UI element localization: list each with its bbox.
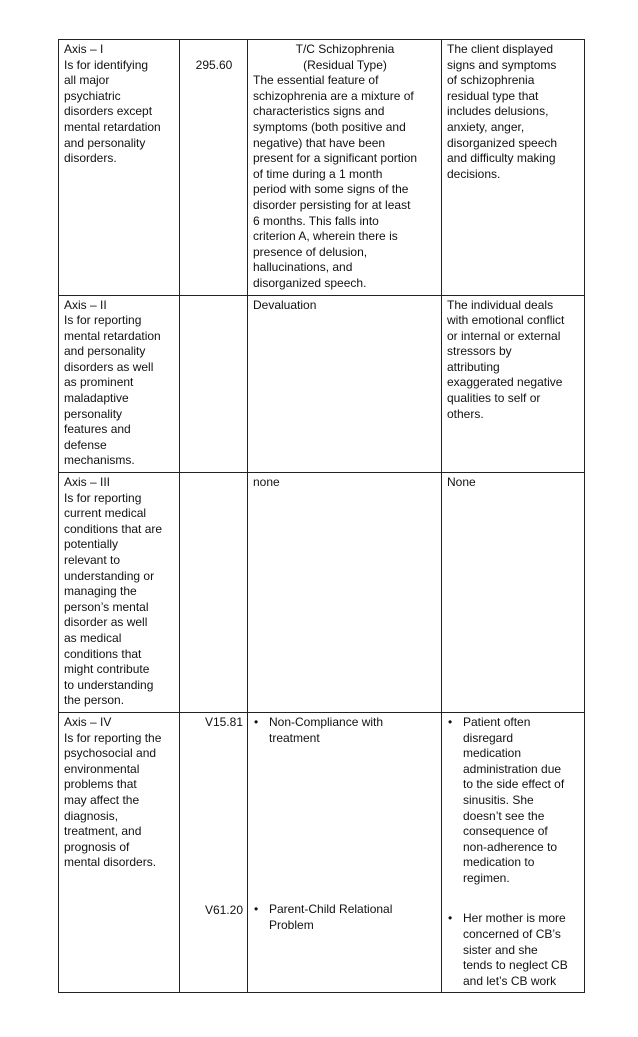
axis-1-line: Is for identifying (64, 57, 149, 72)
axis-2-line: features and (64, 422, 131, 437)
axis-2-line: disorders as well (64, 359, 154, 374)
axis-1-code: 295.60 (195, 58, 233, 72)
axis-2-line: defense (64, 437, 107, 452)
client-line: exaggerated negative (447, 375, 563, 390)
table-row-axis-1 (59, 40, 585, 296)
client-line: residual type that (447, 88, 539, 103)
axis-3-line: managing the (64, 584, 137, 599)
axis-1-line: psychiatric (64, 88, 121, 103)
diagnosis-title: T/C Schizophrenia (295, 42, 395, 56)
axis-2-diagnosis-cell (248, 295, 442, 473)
diagnosis-line: characteristics signs and (253, 104, 385, 119)
axis-3-line: potentially (64, 537, 119, 552)
axis-3-line: understanding or (64, 568, 155, 583)
client-line: medication (463, 746, 522, 761)
client-line: Patient often (463, 714, 531, 729)
axis-4-line: problems that (64, 777, 137, 792)
diagnosis-line: Problem (269, 917, 314, 932)
client-line: anxiety, anger, (447, 119, 525, 134)
client-line: and let’s CB work (463, 973, 557, 988)
axis-4-line: Axis – IV (64, 714, 112, 729)
client-line: consequence of (463, 824, 548, 839)
axis-1-client-cell (442, 40, 585, 296)
axis-2-client-cell (442, 295, 585, 473)
client-line: attributing (447, 359, 500, 374)
client-line: of schizophrenia (447, 73, 535, 88)
axis-3-line: current medical (64, 506, 147, 521)
diagnosis-line: negative) that have been (253, 135, 386, 150)
bullet-icon: • (448, 714, 453, 729)
axis-3-diagnosis-cell (248, 473, 442, 713)
bullet-item (447, 715, 580, 887)
diagnosis-subtitle: (Residual Type) (303, 57, 387, 72)
client-line: non-adherence to (463, 839, 558, 854)
client-line: others. (447, 406, 484, 421)
multiaxial-diagnosis-table (58, 39, 585, 993)
axis-1-line: and personality (64, 135, 146, 150)
diagnosis-line: none (253, 475, 280, 490)
axis-3-code-cell (180, 473, 248, 713)
axis-1-line: Axis – I (64, 42, 104, 56)
diagnosis-line: present for a significant portion (253, 151, 418, 166)
axis-2-code-cell (180, 295, 248, 473)
axis-4-line: may affect the (64, 792, 140, 807)
axis-1-line: all major (64, 73, 110, 88)
axis-1-code-cell (180, 40, 248, 296)
axis-2-line: Axis – II (64, 297, 107, 312)
diagnosis-line: criterion A, wherein there is (253, 229, 398, 244)
axis-4-line: diagnosis, (64, 808, 119, 823)
client-line: includes delusions, (447, 104, 549, 119)
client-line: stressors by (447, 344, 512, 359)
axis-4-code: V15.81 (204, 714, 243, 729)
axis-4-description-cell (59, 712, 180, 993)
axis-2-line: Is for reporting (64, 313, 142, 328)
axis-1-diagnosis-cell (248, 40, 442, 296)
axis-4-line: mental disorders. (64, 855, 157, 870)
axis-3-line: conditions that are (64, 521, 163, 536)
diagnosis-line: Parent-Child Relational (269, 902, 393, 917)
bullet-icon: • (254, 902, 259, 917)
axis-1-line: disorders. (64, 151, 117, 166)
bullet-icon: • (448, 911, 453, 926)
diagnosis-line: period with some signs of the (253, 182, 409, 197)
bullet-icon: • (254, 714, 259, 729)
client-line: disorganized speech (447, 135, 558, 150)
axis-2-line: maladaptive (64, 391, 129, 406)
diagnosis-line: 6 months. This falls into (253, 213, 379, 228)
bullet-item (253, 902, 437, 933)
axis-3-line: disorder as well (64, 615, 148, 630)
axis-4-code: V61.20 (204, 902, 243, 917)
client-line: with emotional conflict (447, 313, 565, 328)
client-line: None (447, 475, 476, 490)
client-line: tends to neglect CB (463, 958, 568, 973)
diagnosis-line: treatment (269, 730, 320, 745)
client-line: qualities to self or (447, 391, 541, 406)
table-row-axis-2 (59, 295, 585, 473)
diagnosis-line: The essential feature of (253, 73, 379, 88)
table-row-axis-4 (59, 712, 585, 993)
axis-4-line: psychosocial and (64, 746, 157, 761)
axis-2-line: mechanisms. (64, 453, 135, 468)
axis-4-client-cell (442, 712, 585, 993)
client-line: decisions. (447, 166, 501, 181)
axis-3-line: person’s mental (64, 599, 149, 614)
axis-4-diagnosis-cell (248, 712, 442, 993)
bullet-item (447, 911, 580, 989)
axis-3-line: Is for reporting (64, 490, 142, 505)
diagnosis-line: of time during a 1 month (253, 166, 383, 181)
axis-3-description-cell (59, 473, 180, 713)
client-line: concerned of CB’s (463, 927, 561, 942)
axis-3-line: to understanding (64, 677, 154, 692)
client-line: Her mother is more (463, 911, 566, 926)
client-line: signs and symptoms (447, 57, 557, 72)
diagnosis-line: presence of delusion, (253, 244, 368, 259)
diagnosis-line: hallucinations, and (253, 260, 353, 275)
bullet-item (253, 715, 437, 746)
client-line: doesn’t see the (463, 808, 545, 823)
diagnosis-line: schizophrenia are a mixture of (253, 88, 414, 103)
axis-3-line: Axis – III (64, 475, 111, 490)
client-line: medication to (463, 855, 535, 870)
client-line: administration due (463, 761, 562, 776)
axis-2-line: and personality (64, 344, 146, 359)
axis-4-line: Is for reporting the (64, 730, 162, 745)
diagnosis-line: Devaluation (253, 297, 317, 312)
axis-2-line: as prominent (64, 375, 134, 390)
client-line: and difficulty making (447, 151, 556, 166)
client-line: The client displayed (447, 42, 554, 56)
table-row-axis-3 (59, 473, 585, 713)
axis-3-line: as medical (64, 630, 122, 645)
axis-4-line: environmental (64, 761, 140, 776)
axis-3-line: relevant to (64, 553, 121, 567)
axis-2-description-cell (59, 295, 180, 473)
client-line: disregard (463, 730, 514, 745)
diagnosis-line: disorder persisting for at least (253, 197, 411, 212)
axis-1-description-cell (59, 40, 180, 296)
axis-4-line: prognosis of (64, 839, 130, 854)
axis-4-line: treatment, and (64, 824, 142, 839)
axis-4-code-cell (180, 712, 248, 993)
diagnosis-line: Non-Compliance with (269, 714, 384, 729)
axis-3-line: might contribute (64, 662, 150, 677)
diagnosis-line: disorganized speech. (253, 275, 367, 290)
axis-1-line: disorders except (64, 104, 153, 119)
axis-2-line: personality (64, 406, 123, 421)
client-line: or internal or external (447, 328, 561, 343)
axis-3-line: the person. (64, 693, 125, 708)
client-line: sister and she (463, 942, 538, 957)
client-line: The individual deals (447, 297, 554, 312)
client-line: sinusitis. She (463, 792, 534, 807)
diagnosis-line: symptoms (both positive and (253, 119, 406, 134)
axis-1-line: mental retardation (64, 119, 161, 134)
axis-3-client-cell (442, 473, 585, 713)
axis-2-line: mental retardation (64, 328, 161, 343)
client-line: regimen. (463, 870, 510, 885)
axis-3-line: conditions that (64, 646, 142, 661)
client-line: to the side effect of (463, 777, 565, 792)
